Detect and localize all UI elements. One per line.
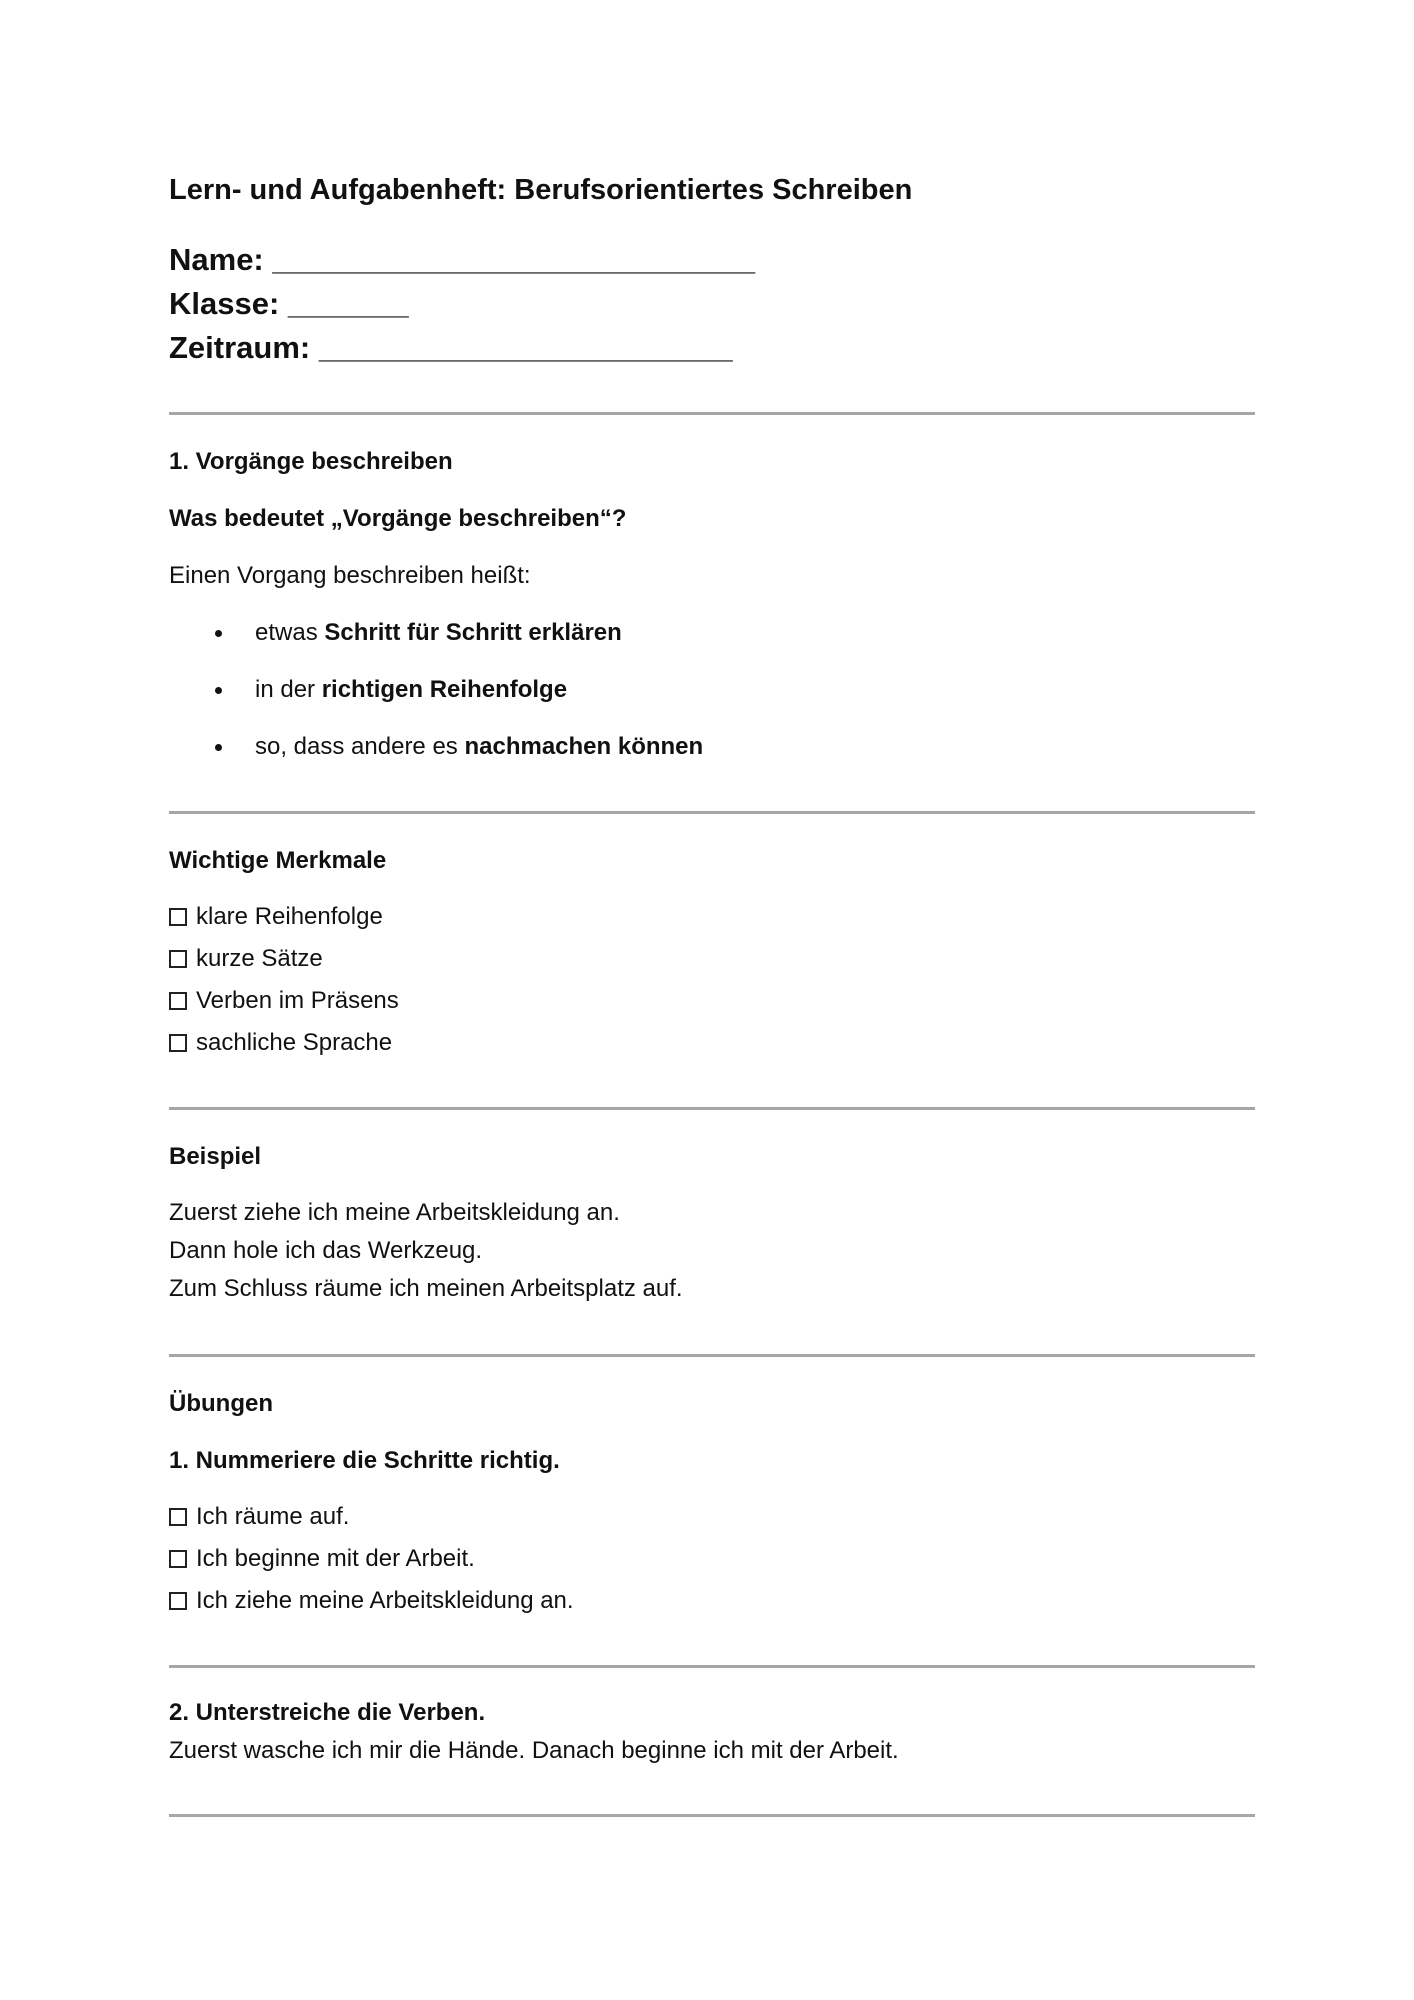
bullet-emphasis: nachmachen können [464, 733, 704, 760]
name-label: Name: [169, 242, 264, 277]
bullet-icon [215, 687, 222, 694]
name-blank: ____________________________ [272, 242, 756, 277]
task-1-heading: 1. Nummeriere die Schritte richtig. [169, 1447, 560, 1474]
divider [169, 811, 1255, 814]
bullet-text: in der [255, 676, 322, 703]
student-info-fields [169, 238, 1255, 370]
bullet-text: etwas [255, 619, 325, 646]
checkbox-label: sachliche Sprache [196, 1029, 393, 1056]
checkbox-label: Verben im Präsens [196, 987, 399, 1014]
period-label: Zeitraum: [169, 330, 311, 365]
feature-checklist [169, 896, 1255, 1064]
list-item [169, 673, 1255, 707]
checkbox-label: kurze Sätze [196, 945, 323, 972]
section-heading: Übungen [169, 1390, 273, 1417]
section-merkmale [169, 844, 1255, 1064]
checkbox[interactable] [169, 950, 187, 968]
document-title: Lern- und Aufgabenheft: Berufsorientiertes Schreiben [169, 174, 913, 206]
checkbox[interactable] [169, 1034, 187, 1052]
class-blank: _______ [287, 286, 409, 321]
list-item [169, 616, 1255, 650]
section-question: Was bedeutet „Vorgänge beschreiben“? [169, 505, 627, 532]
section-heading: 1. Vorgänge beschreiben [169, 448, 453, 475]
list-item [169, 1538, 1255, 1580]
checkbox-label: klare Reihenfolge [196, 903, 383, 930]
period-blank: ________________________ [318, 330, 733, 365]
list-item [169, 1580, 1255, 1622]
period-field[interactable] [169, 326, 1255, 370]
example-line: Zuerst ziehe ich meine Arbeitskleidung an. [169, 1199, 620, 1226]
name-field[interactable] [169, 238, 1255, 282]
divider [169, 1107, 1255, 1110]
bullet-text: so, dass andere es [255, 733, 465, 760]
list-item [169, 938, 1255, 980]
section-vorgaenge [169, 445, 1255, 764]
section-heading: Wichtige Merkmale [169, 847, 387, 874]
bullet-icon [215, 630, 222, 637]
list-item [169, 980, 1255, 1022]
list-item [169, 1022, 1255, 1064]
section-beispiel [169, 1140, 1255, 1308]
example-text [169, 1194, 1255, 1308]
checkbox-label: Ich räume auf. [196, 1503, 350, 1530]
checkbox-label: Ich ziehe meine Arbeitskleidung an. [196, 1587, 574, 1614]
list-item [169, 1496, 1255, 1538]
divider [169, 1665, 1255, 1668]
class-field[interactable] [169, 282, 1255, 326]
checkbox-label: Ich beginne mit der Arbeit. [196, 1545, 475, 1572]
divider [169, 1354, 1255, 1357]
section-task-2 [169, 1696, 1255, 1768]
example-line: Zum Schluss räume ich meinen Arbeitsplatz auf. [169, 1275, 683, 1302]
list-item [169, 896, 1255, 938]
task-2-text: Zuerst wasche ich mir die Hände. Danach beginne ich mit der Arbeit. [169, 1737, 899, 1764]
bullet-icon [215, 744, 222, 751]
section-heading: Beispiel [169, 1143, 262, 1170]
class-label: Klasse: [169, 286, 280, 321]
divider [169, 412, 1255, 415]
section-uebungen [169, 1387, 1255, 1622]
checkbox[interactable] [169, 992, 187, 1010]
checkbox[interactable] [169, 1508, 187, 1526]
divider [169, 1814, 1255, 1817]
checkbox[interactable] [169, 1550, 187, 1568]
example-line: Dann hole ich das Werkzeug. [169, 1237, 483, 1264]
task-2-heading: 2. Unterstreiche die Verben. [169, 1699, 486, 1726]
bullet-emphasis: Schritt für Schritt erklären [324, 619, 622, 646]
task-1-checklist [169, 1496, 1255, 1622]
section-intro: Einen Vorgang beschreiben heißt: [169, 562, 531, 589]
checkbox[interactable] [169, 1592, 187, 1610]
list-item [169, 730, 1255, 764]
checkbox[interactable] [169, 908, 187, 926]
definition-list [169, 616, 1255, 764]
worksheet-page [169, 170, 1255, 1817]
bullet-emphasis: richtigen Reihenfolge [321, 676, 568, 703]
